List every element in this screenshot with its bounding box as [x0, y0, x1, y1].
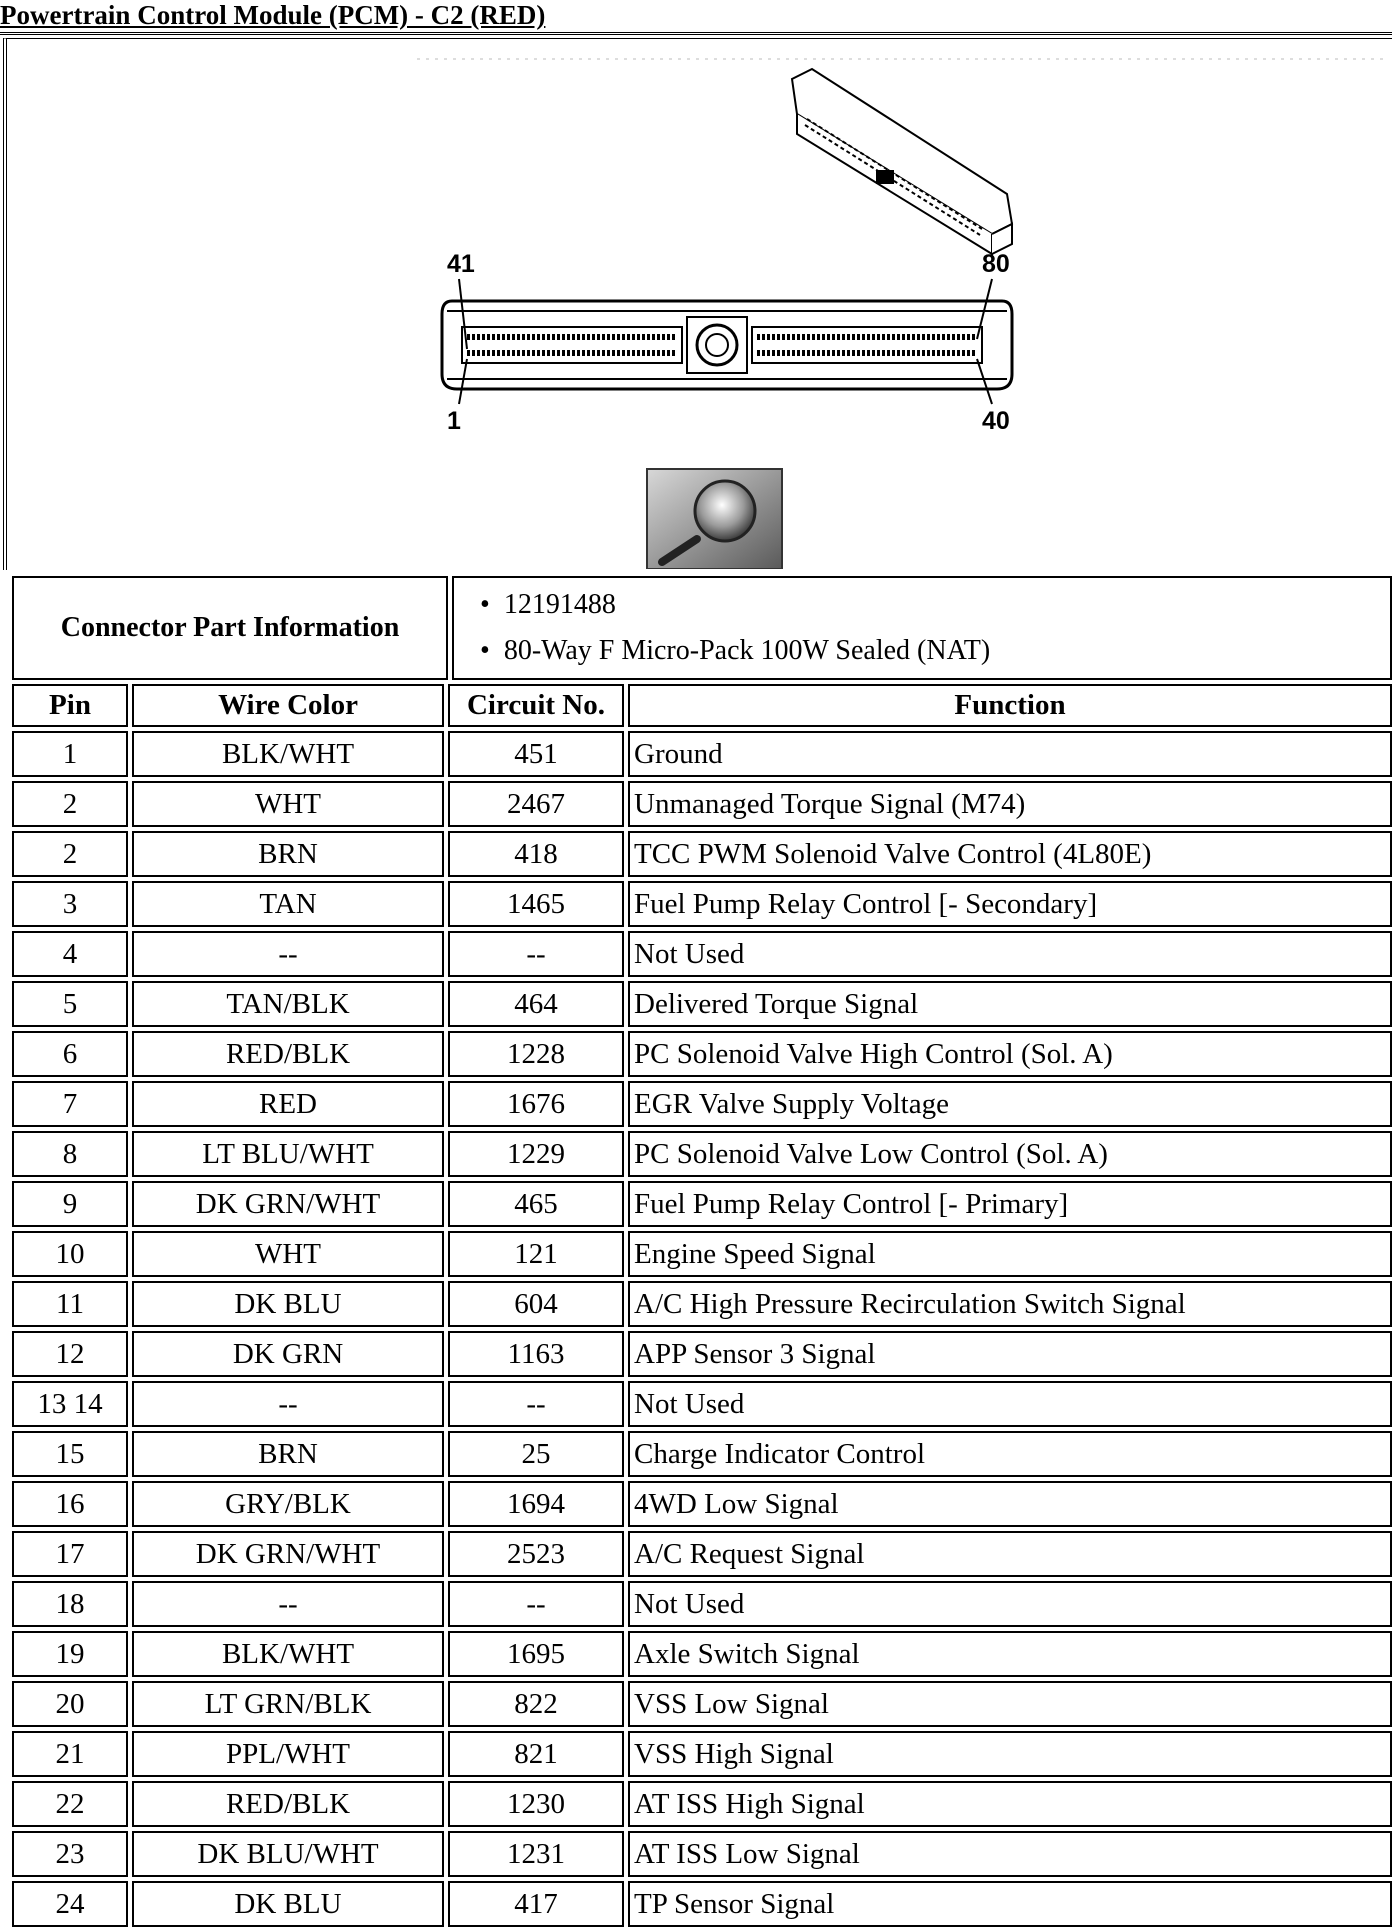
table-row	[12, 1031, 1392, 1077]
function-cell: Fuel Pump Relay Control [- Primary]	[628, 1181, 1392, 1227]
table-row	[12, 1281, 1392, 1327]
wire-color-cell: BLK/WHT	[132, 1631, 444, 1677]
function-cell: Charge Indicator Control	[628, 1431, 1392, 1477]
table-row	[12, 781, 1392, 827]
table-row	[12, 1581, 1392, 1627]
connector-figure	[3, 38, 1392, 570]
function-cell: TCC PWM Solenoid Valve Control (4L80E)	[628, 831, 1392, 877]
connector-info-table	[8, 572, 1392, 684]
header-circuit: Circuit No.	[448, 684, 624, 727]
wire-color-cell: --	[132, 1381, 444, 1427]
pin-cell: 16	[12, 1481, 128, 1527]
table-row	[12, 1731, 1392, 1777]
pin-cell: 12	[12, 1331, 128, 1377]
table-row	[12, 731, 1392, 777]
pinout-rows	[12, 731, 1392, 1927]
pin-cell: 4	[12, 931, 128, 977]
pinout-table	[8, 680, 1392, 1931]
pin-cell: 2	[12, 781, 128, 827]
table-row	[12, 831, 1392, 877]
pin-label-40: 40	[982, 407, 1010, 435]
function-cell: PC Solenoid Valve Low Control (Sol. A)	[628, 1131, 1392, 1177]
function-cell: A/C High Pressure Recirculation Switch Signal	[628, 1281, 1392, 1327]
header-pin: Pin	[12, 684, 128, 727]
wire-color-cell: RED/BLK	[132, 1031, 444, 1077]
function-cell: Engine Speed Signal	[628, 1231, 1392, 1277]
circuit-cell: 1231	[448, 1831, 624, 1877]
pin-cell: 3	[12, 881, 128, 927]
connector-part-number: • 12191488	[494, 582, 1384, 628]
wire-color-cell: WHT	[132, 781, 444, 827]
pin-cell: 6	[12, 1031, 128, 1077]
pin-cell: 8	[12, 1131, 128, 1177]
pin-cell: 24	[12, 1881, 128, 1927]
wire-color-cell: BLK/WHT	[132, 731, 444, 777]
circuit-cell: 1229	[448, 1131, 624, 1177]
wire-color-cell: RED/BLK	[132, 1781, 444, 1827]
pin-cell: 23	[12, 1831, 128, 1877]
circuit-cell: --	[448, 931, 624, 977]
header-function: Function	[628, 684, 1392, 727]
wire-color-cell: DK BLU	[132, 1281, 444, 1327]
pin-cell: 19	[12, 1631, 128, 1677]
table-row	[12, 1331, 1392, 1377]
pin-label-1: 1	[447, 407, 461, 435]
pin-cell: 15	[12, 1431, 128, 1477]
connector-diagram	[7, 39, 1392, 569]
wire-color-cell: DK BLU	[132, 1881, 444, 1927]
pin-cell: 22	[12, 1781, 128, 1827]
pin-cell: 17	[12, 1531, 128, 1577]
function-cell: AT ISS High Signal	[628, 1781, 1392, 1827]
circuit-cell: 604	[448, 1281, 624, 1327]
table-row	[12, 1181, 1392, 1227]
wire-color-cell: TAN/BLK	[132, 981, 444, 1027]
wire-color-cell: LT GRN/BLK	[132, 1681, 444, 1727]
pin-cell: 18	[12, 1581, 128, 1627]
function-cell: TP Sensor Signal	[628, 1881, 1392, 1927]
circuit-cell: 2467	[448, 781, 624, 827]
table-row	[12, 1781, 1392, 1827]
circuit-cell: --	[448, 1381, 624, 1427]
function-cell: Not Used	[628, 931, 1392, 977]
wire-color-cell: RED	[132, 1081, 444, 1127]
pin-cell: 2	[12, 831, 128, 877]
wire-color-cell: --	[132, 931, 444, 977]
table-row	[12, 1231, 1392, 1277]
circuit-cell: 1695	[448, 1631, 624, 1677]
function-cell: VSS High Signal	[628, 1731, 1392, 1777]
magnifier-icon[interactable]	[647, 469, 782, 569]
function-cell: Not Used	[628, 1581, 1392, 1627]
document-title: Powertrain Control Module (PCM) - C2 (RED)	[0, 0, 546, 30]
connector-info-label: Connector Part Information	[12, 576, 448, 680]
table-row	[12, 1081, 1392, 1127]
wire-color-cell: LT BLU/WHT	[132, 1131, 444, 1177]
circuit-cell: 821	[448, 1731, 624, 1777]
connector-3d-icon	[792, 69, 1012, 254]
pin-label-41: 41	[447, 250, 475, 278]
function-cell: Unmanaged Torque Signal (M74)	[628, 781, 1392, 827]
function-cell: VSS Low Signal	[628, 1681, 1392, 1727]
connector-description: • 80-Way F Micro-Pack 100W Sealed (NAT)	[494, 628, 1384, 674]
table-row	[12, 1431, 1392, 1477]
pin-cell: 7	[12, 1081, 128, 1127]
wire-color-cell: BRN	[132, 831, 444, 877]
pin-cell: 11	[12, 1281, 128, 1327]
wire-color-cell: TAN	[132, 881, 444, 927]
connector-info-values	[452, 576, 1392, 680]
table-row	[12, 1631, 1392, 1677]
circuit-cell: 417	[448, 1881, 624, 1927]
circuit-cell: 464	[448, 981, 624, 1027]
function-cell: 4WD Low Signal	[628, 1481, 1392, 1527]
circuit-cell: 1465	[448, 881, 624, 927]
wire-color-cell: DK GRN	[132, 1331, 444, 1377]
table-row	[12, 1881, 1392, 1927]
function-cell: Ground	[628, 731, 1392, 777]
circuit-cell: 451	[448, 731, 624, 777]
pin-cell: 5	[12, 981, 128, 1027]
function-cell: APP Sensor 3 Signal	[628, 1331, 1392, 1377]
header-wire-color: Wire Color	[132, 684, 444, 727]
function-cell: EGR Valve Supply Voltage	[628, 1081, 1392, 1127]
table-row	[12, 931, 1392, 977]
pin-cell: 1	[12, 731, 128, 777]
pin-cell: 13 14	[12, 1381, 128, 1427]
function-cell: Fuel Pump Relay Control [- Secondary]	[628, 881, 1392, 927]
table-row	[12, 1831, 1392, 1877]
circuit-cell: 25	[448, 1431, 624, 1477]
table-row	[12, 1531, 1392, 1577]
title-rule	[0, 32, 1392, 35]
function-cell: Delivered Torque Signal	[628, 981, 1392, 1027]
circuit-cell: 822	[448, 1681, 624, 1727]
wire-color-cell: --	[132, 1581, 444, 1627]
circuit-cell: --	[448, 1581, 624, 1627]
table-row	[12, 981, 1392, 1027]
circuit-cell: 1228	[448, 1031, 624, 1077]
wire-color-cell: PPL/WHT	[132, 1731, 444, 1777]
table-row	[12, 1381, 1392, 1427]
table-row	[12, 881, 1392, 927]
function-cell: Not Used	[628, 1381, 1392, 1427]
pin-cell: 21	[12, 1731, 128, 1777]
function-cell: A/C Request Signal	[628, 1531, 1392, 1577]
wire-color-cell: DK GRN/WHT	[132, 1181, 444, 1227]
pin-cell: 10	[12, 1231, 128, 1277]
connector-face-icon	[442, 301, 1012, 389]
table-row	[12, 1681, 1392, 1727]
wire-color-cell: BRN	[132, 1431, 444, 1477]
table-row	[12, 1481, 1392, 1527]
function-cell: AT ISS Low Signal	[628, 1831, 1392, 1877]
wire-color-cell: WHT	[132, 1231, 444, 1277]
circuit-cell: 1676	[448, 1081, 624, 1127]
wire-color-cell: GRY/BLK	[132, 1481, 444, 1527]
pin-cell: 20	[12, 1681, 128, 1727]
circuit-cell: 1694	[448, 1481, 624, 1527]
circuit-cell: 465	[448, 1181, 624, 1227]
pin-cell: 9	[12, 1181, 128, 1227]
wire-color-cell: DK BLU/WHT	[132, 1831, 444, 1877]
circuit-cell: 1163	[448, 1331, 624, 1377]
table-row	[12, 1131, 1392, 1177]
circuit-cell: 2523	[448, 1531, 624, 1577]
function-cell: PC Solenoid Valve High Control (Sol. A)	[628, 1031, 1392, 1077]
pin-label-80: 80	[982, 250, 1010, 278]
function-cell: Axle Switch Signal	[628, 1631, 1392, 1677]
circuit-cell: 121	[448, 1231, 624, 1277]
circuit-cell: 418	[448, 831, 624, 877]
wire-color-cell: DK GRN/WHT	[132, 1531, 444, 1577]
circuit-cell: 1230	[448, 1781, 624, 1827]
